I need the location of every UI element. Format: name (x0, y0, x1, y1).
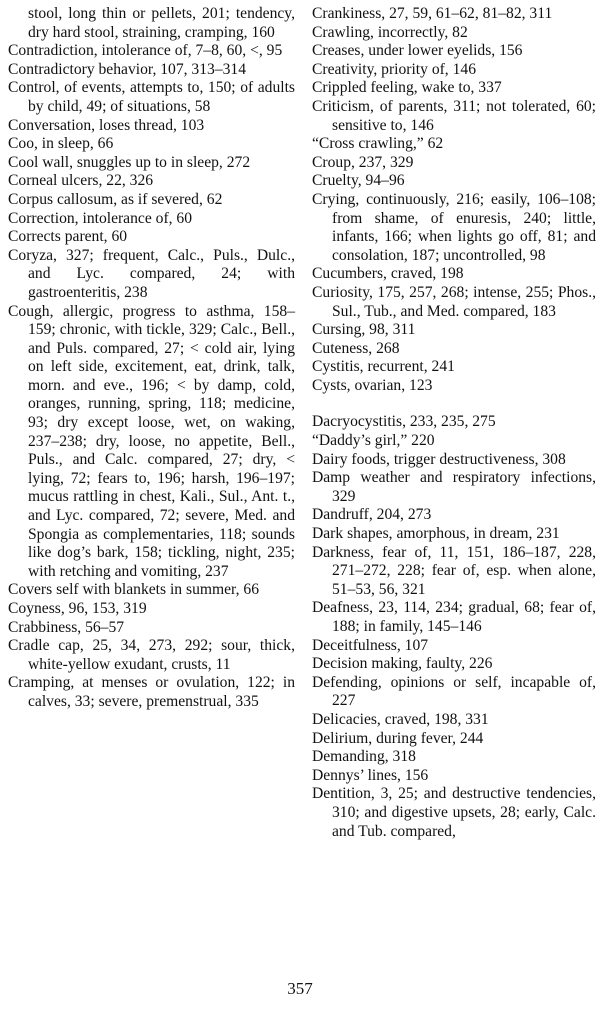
index-entry: Criticism, of parents, 311; not tolerated, 60; sensitive to, 146 (312, 97, 596, 134)
index-entry: stool, long thin or pellets, 201; tendency, dry hard stool, straining, cramping, 160 (28, 5, 295, 41)
index-entry: Dentition, 3, 25; and destructive tendencies, 310; and digestive upsets, 28; early, Calc. and Tub. compared, (312, 785, 596, 840)
index-entry: Curiosity, 175, 257, 268; intense, 255; Phos., Sul., Tub., and Med. compared, 183 (312, 283, 596, 320)
index-entry: Damp weather and respiratory infections, 329 (312, 469, 596, 505)
index-entry: Crankiness, 27, 59, 61–62, 81–82, 311 (312, 5, 553, 22)
index-entry: Delicacies, craved, 198, 331 (312, 710, 489, 728)
index-entry: Coyness, 96, 153, 319 (8, 600, 147, 617)
index-entry: Dennys’ lines, 156 (312, 766, 429, 784)
index-entry: Coryza, 327; frequent, Calc., Puls., Dulc., and Lyc. compared, 24; with gastroenteritis, 238 (8, 246, 295, 301)
index-entry: Contradiction, intolerance of, 7–8, 60, <, 95 (8, 42, 283, 60)
index-entry: Cystitis, recurrent, 241 (312, 358, 455, 376)
index-entry: Cough, allergic, progress to asthma, 158–159; chronic, with tickle, 329; Calc., Bell., and Puls. compared, 27; < cold air, lying on left side, excitement, eat, drink, talk, morn. and eve., 196; < by damp, cold, oranges, running, spring, 118; medicine, 93; dry except loose, wet, on waking, 237–238; dry, loose, no appetite, Bell., Puls., and Calc. compared, 27; dry, < lying, 72; fears to, 196; harsh, 196–197; mucus rattling in chest, Kali., Sul., Ant. t., and Lyc. compared, 72; severe, Med. and Spongia as complementaries, 118; sounds like dog’s bark, 158; tickling, night, 235; with retching and vomiting, 237 (8, 302, 295, 580)
index-entry: Dark shapes, amorphous, in dream, 231 (312, 525, 560, 543)
index-entry: Contradictory behavior, 107, 313–314 (8, 60, 247, 78)
index-entry: Dacryocystitis, 233, 235, 275 (312, 413, 496, 431)
index-entry: Cradle cap, 25, 34, 273, 292; sour, thick, white-yellow exudant, crusts, 11 (8, 637, 295, 673)
index-entry: Cucumbers, craved, 198 (312, 265, 464, 283)
index-entry: Cramping, at menses or ovulation, 122; in calves, 33; severe, premenstrual, 335 (8, 674, 295, 710)
index-entry: Decision making, faulty, 226 (312, 655, 493, 673)
index-entry: Delirium, during fever, 244 (312, 729, 484, 747)
index-entry: Cruelty, 94–96 (312, 172, 405, 190)
page-number: 357 (287, 979, 313, 998)
index-entry: Covers self with blankets in summer, 66 (8, 581, 260, 599)
index-entry: Crawling, incorrectly, 82 (312, 23, 468, 41)
index-entry: Darkness, fear of, 11, 151, 186–187, 228, 271–272, 228; fear of, esp. when alone, 51–53, 56, 321 (312, 543, 596, 598)
index-entry: Cuteness, 268 (312, 339, 400, 357)
index-entry: Deafness, 23, 114, 234; gradual, 68; fear of, 188; in family, 145–146 (312, 599, 596, 635)
index-entry: Cysts, ovarian, 123 (312, 376, 433, 394)
index-entry: Dandruff, 204, 273 (312, 506, 432, 524)
letter-section-gap (312, 395, 596, 413)
index-entry: Crippled feeling, wake to, 337 (312, 79, 502, 97)
index-entry: Corneal ulcers, 22, 326 (8, 172, 154, 190)
index-entry: Corrects parent, 60 (8, 228, 128, 246)
index-entry: Creases, under lower eyelids, 156 (312, 42, 523, 60)
index-entry: Cool wall, snuggles up to in sleep, 272 (8, 153, 251, 171)
index-entry: Deceitfulness, 107 (312, 636, 429, 654)
index-entry: Coo, in sleep, 66 (8, 135, 114, 153)
index-column-right (312, 5, 596, 841)
index-entry: Corpus callosum, as if severed, 62 (8, 190, 223, 208)
index-entry: Crabbiness, 56–57 (8, 618, 125, 636)
index-entry: Demanding, 318 (312, 748, 416, 766)
index-entry: Control, of events, attempts to, 150; of adults by child, 49; of situations, 58 (8, 79, 295, 115)
index-column-left (8, 5, 295, 712)
index-entry: Croup, 237, 329 (312, 153, 414, 171)
index-entry: “Cross crawling,” 62 (312, 135, 444, 153)
index-entry: Correction, intolerance of, 60 (8, 209, 193, 227)
index-entry: “Daddy’s girl,” 220 (312, 432, 435, 450)
index-entry: Defending, opinions or self, incapable of, 227 (312, 673, 596, 710)
index-entry: Dairy foods, trigger destructiveness, 308 (312, 450, 566, 468)
index-entry: Conversation, loses thread, 103 (8, 116, 205, 134)
index-entry: Cursing, 98, 311 (312, 321, 416, 339)
index-entry: Crying, continuously, 216; easily, 106–108; from shame, of enuresis, 240; little, infants, 166; when lights go off, 81; and consolation, 187; uncontrolled, 98 (312, 190, 596, 264)
index-entry: Creativity, priority of, 146 (312, 60, 476, 78)
